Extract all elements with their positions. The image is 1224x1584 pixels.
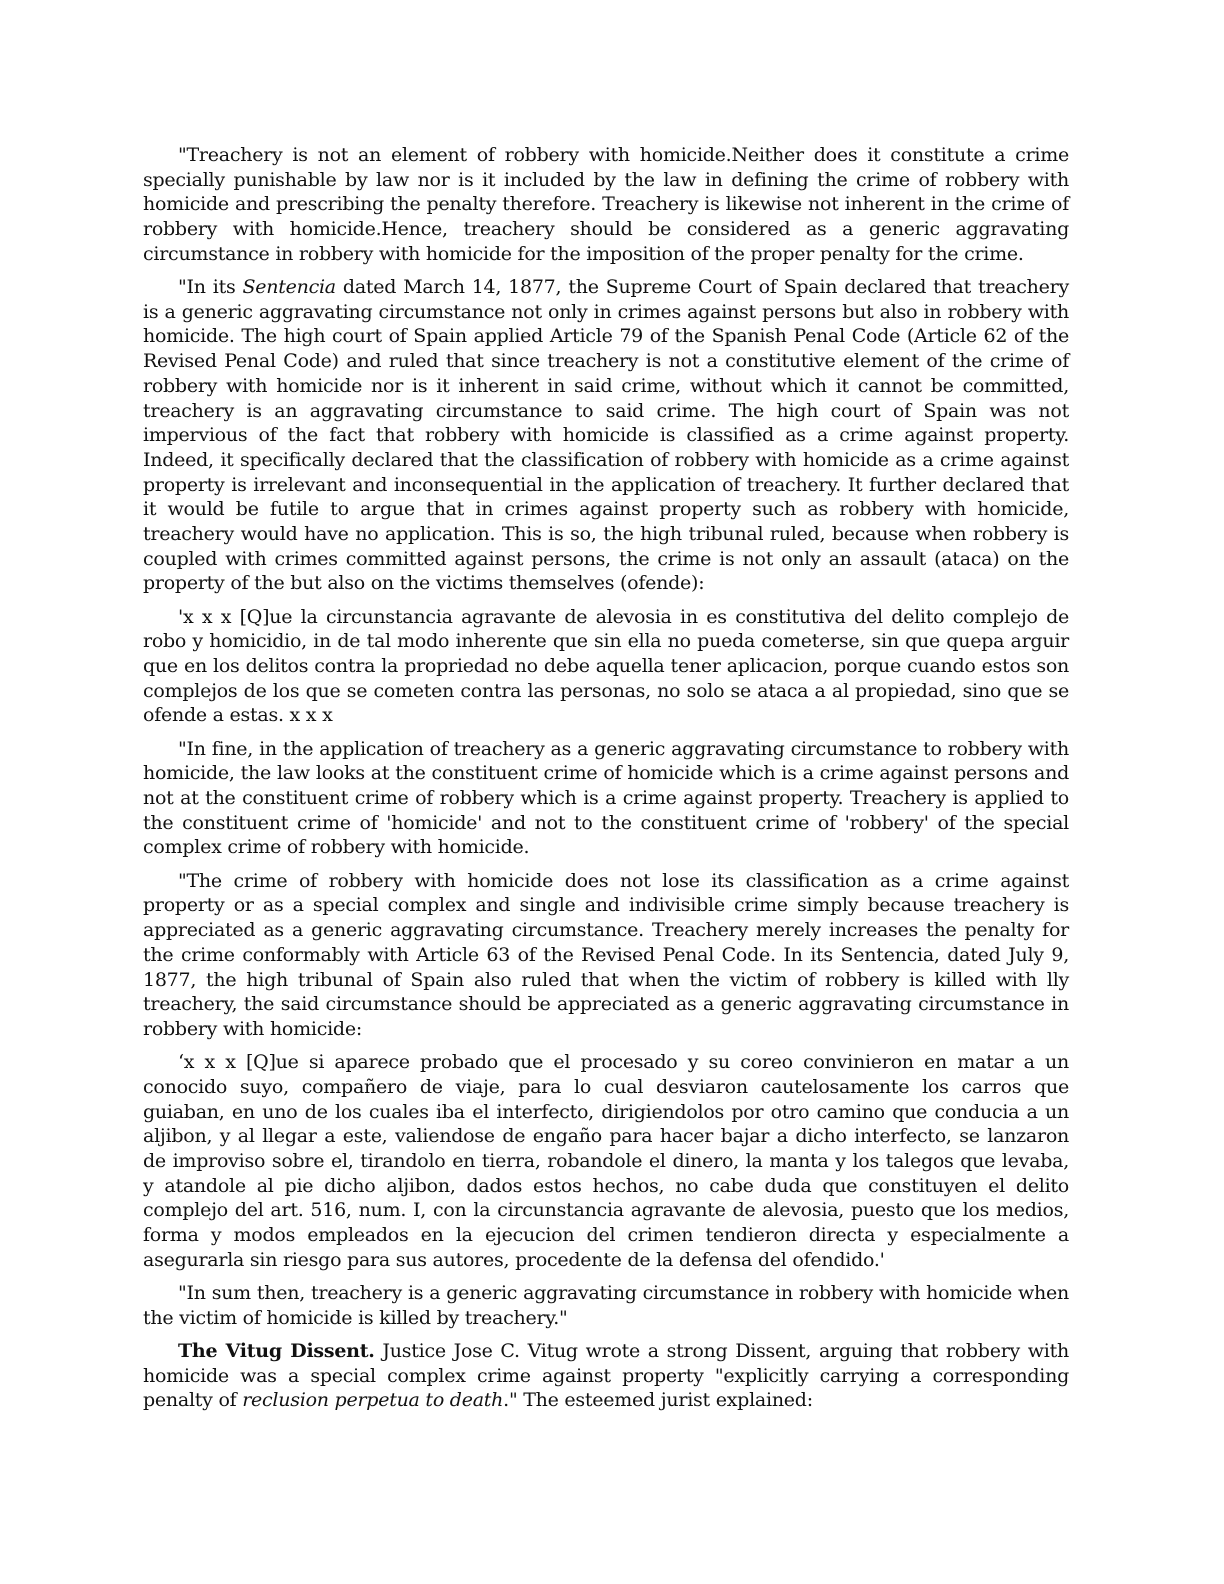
section-heading-vitug-dissent: The Vitug Dissent. <box>178 1339 375 1362</box>
paragraph-treachery-not-element: "Treachery is not an element of robbery with homicide.Neither does it constitute a crime specially punishable by law nor is it included by the law in defining the crime of robbery with homicide and prescribing the penalty therefore. Treachery is likewise not inherent in the crime of robbery with homicide.Hence, treachery should be considered as a generic aggravating circumstance in robbery with homicide for the imposition of the proper penalty for the crime. <box>143 144 1069 265</box>
paragraph-spanish-quote-2: ‘x x x [Q]ue si aparece probado que el procesado y su coreo convinieron en matar a un conocido suyo, compañero de viaje, para lo cual desviaron cautelosamente los carros que guiaban, en uno de los cuales iba el interfecto, dirigiendolos por otro camino que conducia a un aljibon, y al llegar a este, valiendose de engaño para hacer bajar a dicho interfecto, se lanzaron de improviso sobre el, tirandolo en tierra, robandole el dinero, la manta y los talegos que levaba, y atandole al pie dicho aljibon, dados estos hechos, no cabe duda que constituyen el delito complejo del art. 516, num. I, con la circunstancia agravante de alevosia, puesto que los medios, forma y modos empleados en la ejecucion del crimen tendieron directa y especialmente a asegurarla sin riesgo para sus autores, procedente de la defensa del ofendido.' <box>143 1051 1069 1271</box>
paragraph-text: dated March 14, 1877, the Supreme Court of Spain declared that treachery is a generic aggravating circumstance not only in crimes against persons but also in robbery with homicide. The high court of Spain applied Article 79 of the Spanish Penal Code (Article 62 of the Revised Penal Code) and ruled that since treachery is not a constitutive element of the crime of robbery with homicide nor is it inherent in said crime, without which it cannot be committed, treachery is an aggravating circumstance to said crime. The high court of Spain was not impervious of the fact that robbery with homicide is classified as a crime against property. Indeed, it specifically declared that the classification of robbery with homicide as a crime against property is irrelevant and inconsequential in the application of treachery. It further declared that it would be futile to argue that in crimes against property such as robbery with homicide, treachery would have no application. This is so, the high tribunal ruled, because when robbery is coupled with crimes committed against persons, the crime is not only an assault (ataca) on the property of the but also on the victims themselves (ofende): <box>143 276 1069 595</box>
document-page <box>143 143 1069 1421</box>
paragraph-sentencia-march-1877 <box>143 275 1069 596</box>
italic-term-reclusion: reclusion perpetua to death <box>242 1389 504 1412</box>
paragraph-text: Justice Jose C. Vitug wrote a strong Dissent, arguing that robbery with homicide was a special complex crime against property "explicitly carrying a corresponding penalty of <box>143 1339 1069 1412</box>
paragraph-crime-classification: "The crime of robbery with homicide does not lose its classification as a crime against property or as a special complex and single and indivisible crime simply because treachery is appreciated as a generic aggravating circumstance. Treachery merely increases the penalty for the crime conformably with Article 63 of the Revised Penal Code. In its Sentencia, dated July 9, 1877, the high tribunal of Spain also ruled that when the victim of robbery is killed with lly treachery, the said circumstance should be appreciated as a generic aggravating circumstance in robbery with homicide: <box>143 869 1069 1040</box>
paragraph-in-fine: "In fine, in the application of treachery as a generic aggravating circumstance to robbery with homicide, the law looks at the constituent crime of homicide which is a crime against persons and not at the constituent crime of robbery which is a crime against property. Treachery is applied to the constituent crime of 'homicide' and not to the constituent crime of 'robbery' of the special complex crime of robbery with homicide. <box>143 737 1069 859</box>
paragraph-text: ." The esteemed jurist explained: <box>503 1389 813 1412</box>
paragraph-vitug-dissent <box>143 1339 1069 1413</box>
paragraph-text: "In its <box>178 276 243 299</box>
paragraph-in-sum: "In sum then, treachery is a generic aggravating circumstance in robbery with homicide when the victim of homicide is killed by treachery." <box>143 1281 1069 1329</box>
paragraph-spanish-quote-1: 'x x x [Q]ue la circunstancia agravante de alevosia in es constitutiva del delito complejo de robo y homicidio, in de tal modo inherente que sin ella no pueda cometerse, sin que quepa arguir que en los delitos contra la propriedad no debe aquella tener aplicacion, porque cuando estos son complejos de los que se cometen contra las personas, no solo se ataca a al propiedad, sino que se ofende a estas. x x x <box>143 605 1069 727</box>
italic-term-sentencia: Sentencia <box>242 276 336 299</box>
